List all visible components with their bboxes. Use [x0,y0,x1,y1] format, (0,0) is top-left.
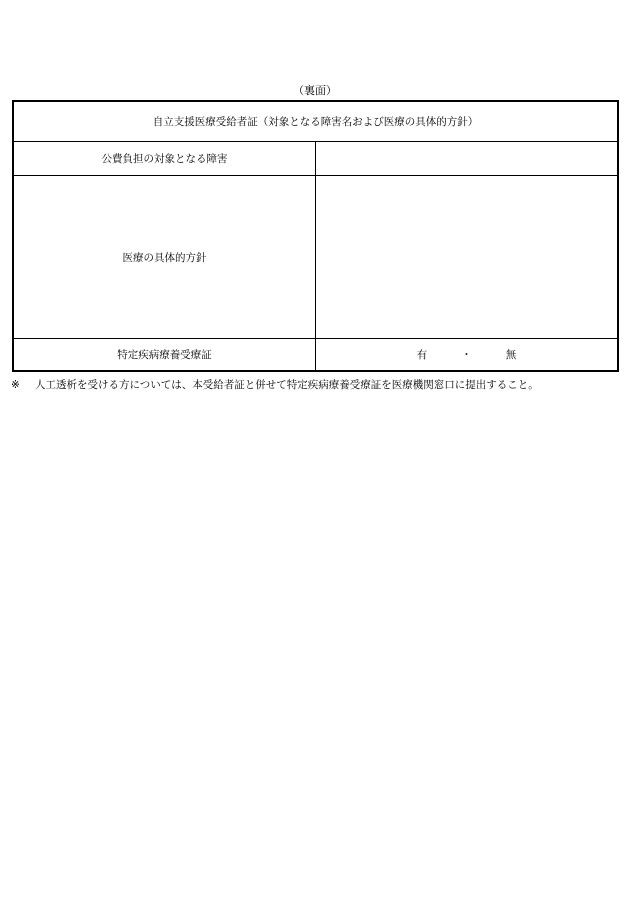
option-yes[interactable]: 有 [416,349,428,361]
disability-value-field[interactable] [316,142,619,176]
specific-disease-cert-row [13,339,618,372]
footnote [11,378,623,392]
certificate-table [12,100,619,372]
disability-label: 公費負担の対象となる障害 [13,142,316,176]
footnote-text: 人工透析を受ける方については、本受給者証と併せて特定疾病療養受療証を医療機関窓口に提出すること。 [35,379,539,391]
page-side-label: （裏面） [293,84,337,97]
medical-policy-row [13,176,618,339]
option-no[interactable]: 無 [505,349,517,361]
medical-policy-label: 医療の具体的方針 [13,176,316,339]
footnote-mark: ※ [11,379,20,391]
table-title-row [13,101,618,142]
specific-disease-cert-value [316,339,619,372]
disability-row [13,142,618,176]
option-separator: ・ [461,349,472,361]
table-title: 自立支援医療受給者証（対象となる障害名および医療の具体的方針） [13,101,618,142]
specific-disease-cert-label: 特定疾病療養受療証 [13,339,316,372]
medical-policy-value-field[interactable] [316,176,619,339]
